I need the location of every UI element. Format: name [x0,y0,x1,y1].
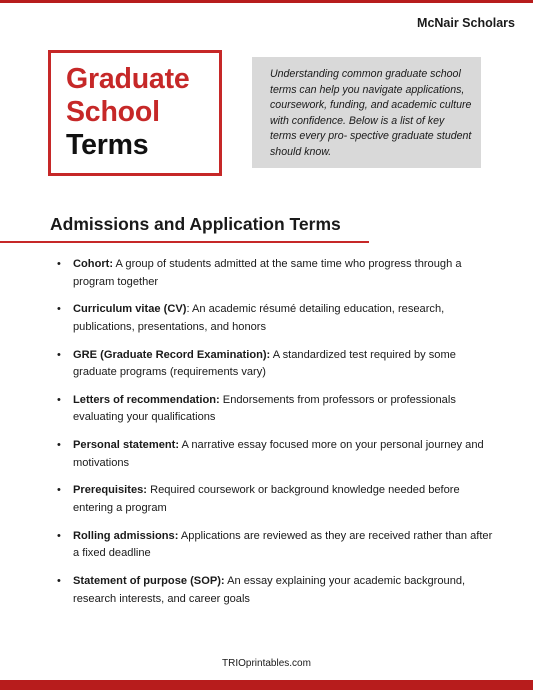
title-line-3: Terms [66,129,149,161]
list-item [57,528,497,563]
title-box [48,50,222,176]
term-name: Letters of recommendation: [73,393,220,406]
bullet-icon: • [57,258,61,270]
term-definition: Endorsements from professors or professionals evaluating your qualifications [73,393,456,424]
intro-text: Understanding common graduate school terms can help you navigate applications, coursework, funding, and academic culture with confidence. Below is a list of key terms every pro- spective graduate student should know. [252,57,481,168]
terms-list [57,256,497,618]
brand-label: McNair Scholars [417,16,515,30]
title-line-2: School [66,96,160,128]
list-item [57,573,497,608]
list-item [57,482,497,517]
term-definition: Required coursework or background knowledge needed before entering a program [73,484,460,514]
bottom-accent-rule [0,680,533,690]
term-name: Personal statement: [73,439,180,452]
term-name: Statement of purpose (SOP): [73,575,225,588]
list-item [57,301,497,336]
term-name: Prerequisites: [73,484,147,497]
bullet-icon: • [57,575,61,588]
bullet-icon: • [57,439,61,452]
top-accent-rule [0,0,533,3]
term-definition: A standardized test required by some graduate programs (requirements vary) [73,348,456,379]
term-definition: A group of students admitted at the same time who progress through a program together [73,258,462,288]
bullet-icon: • [57,484,61,497]
bullet-icon: • [57,393,61,406]
term-name: Rolling admissions: [73,529,179,542]
bullet-icon: • [57,303,61,316]
list-item [57,392,497,427]
footer-site-link[interactable]: TRIOprintables.com [222,658,311,669]
list-item [57,437,497,472]
term-name: GRE (Graduate Record Examination): [73,348,271,361]
section-heading: Admissions and Application Terms [50,214,341,234]
section-divider [0,241,369,243]
title-line-1: Graduate [66,63,190,95]
term-definition: A narrative essay focused more on your personal journey and motivations [73,439,484,469]
term-definition: : An academic résumé detailing education, research, publications, presentations, and honors [73,303,445,333]
list-item [57,256,497,291]
term-definition: An essay explaining your academic background, research interests, and career goals [73,575,466,605]
term-name: Cohort: [73,258,114,270]
term-name: Curriculum vitae (CV) [73,303,187,316]
list-item [57,347,497,382]
bullet-icon: • [57,348,61,361]
bullet-icon: • [57,529,61,542]
term-definition: Applications are reviewed as they are received rather than after a fixed deadline [73,529,493,560]
